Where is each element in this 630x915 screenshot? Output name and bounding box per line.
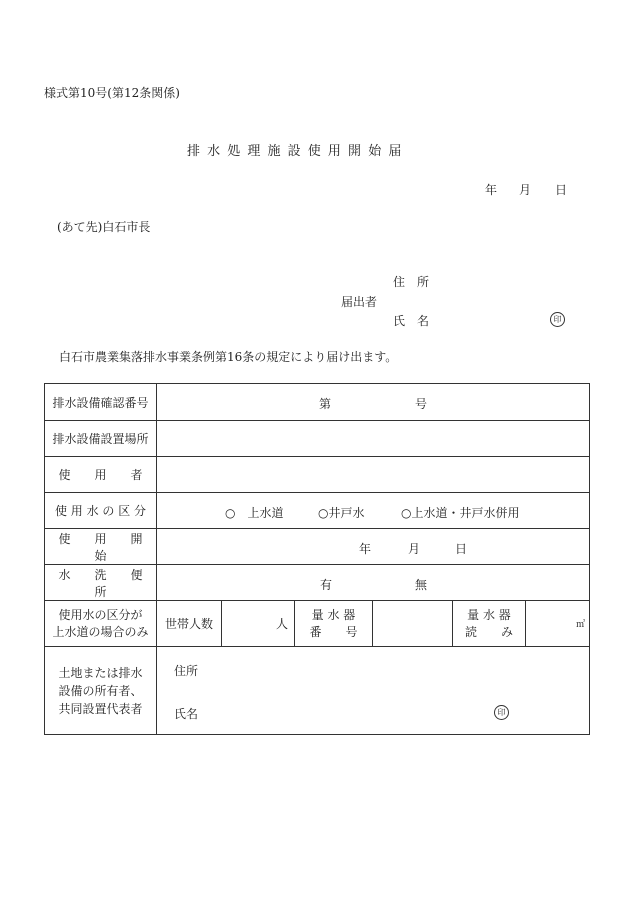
row-user bbox=[45, 457, 590, 493]
row-flush-toilet bbox=[45, 565, 590, 601]
label-install-location: 排水設備設置場所 bbox=[45, 421, 157, 457]
person-unit: 人 bbox=[275, 617, 288, 631]
label-meter-reading bbox=[453, 601, 526, 647]
value-flush-toilet bbox=[157, 565, 590, 601]
row-confirmation-number bbox=[45, 384, 590, 421]
label-tap-water-only-line1: 使用水の区分が bbox=[58, 607, 143, 622]
applicant-address-label: 住 所 bbox=[393, 275, 430, 289]
label-meter-number bbox=[295, 601, 373, 647]
date-year: 年 bbox=[485, 183, 498, 197]
row-owner bbox=[45, 647, 590, 735]
value-start-of-use[interactable] bbox=[157, 529, 590, 565]
value-meter-reading[interactable] bbox=[526, 601, 590, 647]
label-water-type: 使 用 水 の 区 分 bbox=[45, 493, 157, 529]
value-owner[interactable] bbox=[157, 647, 590, 735]
label-flush-toilet: 水 洗 便 所 bbox=[45, 565, 157, 601]
label-owner-line2: 設備の所有者、 bbox=[58, 683, 143, 698]
label-meter-reading-line2: 読 み bbox=[464, 624, 513, 639]
dai-text: 第 bbox=[319, 397, 332, 411]
row-start-of-use bbox=[45, 529, 590, 565]
addressee: (あて先)白石市長 bbox=[57, 220, 151, 234]
start-month: 月 bbox=[408, 542, 421, 556]
page-title: 排 水 処 理 施 設 使 用 開 始 届 bbox=[187, 144, 402, 159]
label-start-of-use: 使 用 開 始 bbox=[45, 529, 157, 565]
row-tap-water-only bbox=[45, 601, 590, 647]
applicant-label: 届出者 bbox=[341, 295, 378, 309]
label-owner bbox=[45, 647, 157, 735]
label-owner-line1: 土地または排水 bbox=[58, 665, 143, 680]
owner-address-label: 住所 bbox=[174, 664, 199, 678]
label-confirmation-number: 排水設備確認番号 bbox=[45, 384, 157, 421]
option-well-water[interactable]: ○井戸水 bbox=[318, 506, 365, 520]
label-meter-number-line1: 量 水 器 bbox=[311, 607, 356, 622]
value-install-location[interactable] bbox=[157, 421, 590, 457]
cubic-meter-unit: ㎥ bbox=[576, 620, 586, 630]
start-year: 年 bbox=[359, 542, 372, 556]
applicant-name-label: 氏 名 bbox=[393, 314, 430, 328]
value-water-type bbox=[157, 493, 590, 529]
row-install-location bbox=[45, 421, 590, 457]
option-no[interactable]: 無 bbox=[415, 578, 428, 592]
row-water-type bbox=[45, 493, 590, 529]
option-tap-water[interactable]: ○ 上水道 bbox=[225, 506, 284, 520]
date-day: 日 bbox=[555, 183, 568, 197]
value-household-count[interactable] bbox=[222, 601, 295, 647]
label-meter-reading-line1: 量 水 器 bbox=[467, 607, 511, 622]
start-day: 日 bbox=[455, 542, 468, 556]
label-tap-water-only-line2: 上水道の場合のみ bbox=[52, 624, 149, 639]
label-meter-number-line2: 番 号 bbox=[309, 624, 358, 639]
applicant-seal: 印 bbox=[550, 312, 565, 327]
label-tap-water-only bbox=[45, 601, 157, 647]
label-owner-line3: 共同設置代表者 bbox=[58, 701, 143, 716]
go-text: 号 bbox=[415, 397, 428, 411]
owner-seal: 印 bbox=[494, 705, 509, 720]
value-user[interactable] bbox=[157, 457, 590, 493]
date-month: 月 bbox=[519, 183, 532, 197]
label-user: 使 用 者 bbox=[45, 457, 157, 493]
form-number: 様式第10号(第12条関係) bbox=[44, 86, 180, 100]
owner-name-label: 氏名 bbox=[174, 707, 199, 721]
application-table bbox=[44, 383, 590, 735]
option-combined[interactable]: ○上水道・井戸水併用 bbox=[401, 506, 520, 520]
value-confirmation-number[interactable] bbox=[157, 384, 590, 421]
value-meter-number[interactable] bbox=[373, 601, 453, 647]
statement: 白石市農業集落排水事業条例第16条の規定により届け出ます。 bbox=[59, 350, 398, 364]
label-household-count: 世帯人数 bbox=[157, 601, 222, 647]
option-yes[interactable]: 有 bbox=[320, 578, 333, 592]
